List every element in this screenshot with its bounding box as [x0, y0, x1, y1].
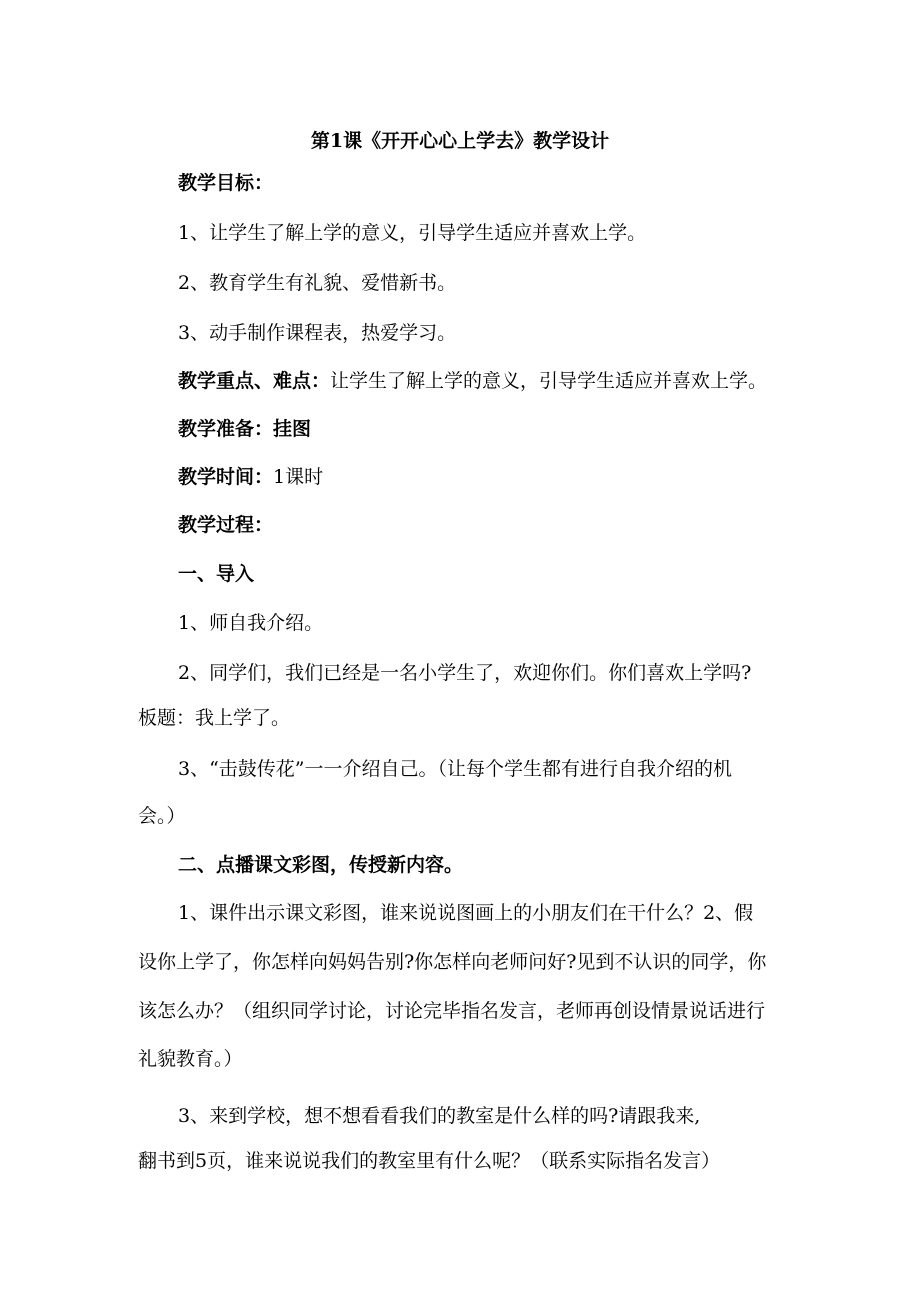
objectives-heading: 教学目标： [178, 172, 274, 194]
section2-para2-line-2: 翻书到5页，谁来说说我们的教室里有什么呢？（联系实际指名发言） [138, 1150, 721, 1172]
section2-para2-line-1: 3、来到学校，想不想看看我们的教室是什么样的吗?请跟我来, [178, 1105, 701, 1127]
section2-para1-line-3: 该怎么办？（组织同学讨论，讨论完毕指名发言，老师再创设情景说话进行 [138, 1000, 766, 1022]
section2-para1-line-2: 设你上学了，你怎样向妈妈告别?你怎样向老师问好?见到不认识的同学，你 [138, 951, 767, 973]
section2-para1-line-1: 1、课件出示课文彩图，谁来说说图画上的小朋友们在干什么？2、假 [178, 902, 754, 924]
section2-para1-line-4: 礼貌教育。） [138, 1048, 243, 1070]
section1-item-3-line-2: 会。） [138, 805, 186, 827]
process-heading: 教学过程： [178, 514, 274, 536]
preparation-line: 教学准备：挂图 [178, 418, 312, 440]
key-points-label: 教学重点、难点： [178, 370, 331, 392]
document-title: 第1课《开开心心上学去》教学设计 [310, 130, 610, 152]
time-text: 1课时 [273, 466, 324, 488]
objective-item-1: 1、让学生了解上学的意义，引导学生适应并喜欢上学。 [178, 222, 647, 244]
key-points-line [178, 368, 767, 394]
section1-item-1: 1、师自我介绍。 [178, 612, 324, 634]
section2-heading: 二、点播课文彩图，传授新内容。 [178, 854, 464, 876]
section1-item-2-line-1: 2、同学们，我们已经是一名小学生了，欢迎你们。你们喜欢上学吗? [178, 662, 752, 684]
section1-heading: 一、导入 [178, 563, 255, 585]
section1-item-3-line-1: 3、“击鼓传花”一一介绍自己。（让每个学生都有进行自我介绍的机 [178, 758, 733, 780]
key-points-text: 让学生了解上学的意义，引导学生适应并喜欢上学。 [330, 370, 768, 392]
time-line [178, 464, 323, 490]
section1-item-2-line-2: 板题：我上学了。 [138, 707, 291, 729]
time-label: 教学时间： [178, 466, 274, 488]
objective-item-3: 3、动手制作课程表，热爱学习。 [178, 322, 457, 344]
objective-item-2: 2、教育学生有礼貌、爱惜新书。 [178, 272, 457, 294]
